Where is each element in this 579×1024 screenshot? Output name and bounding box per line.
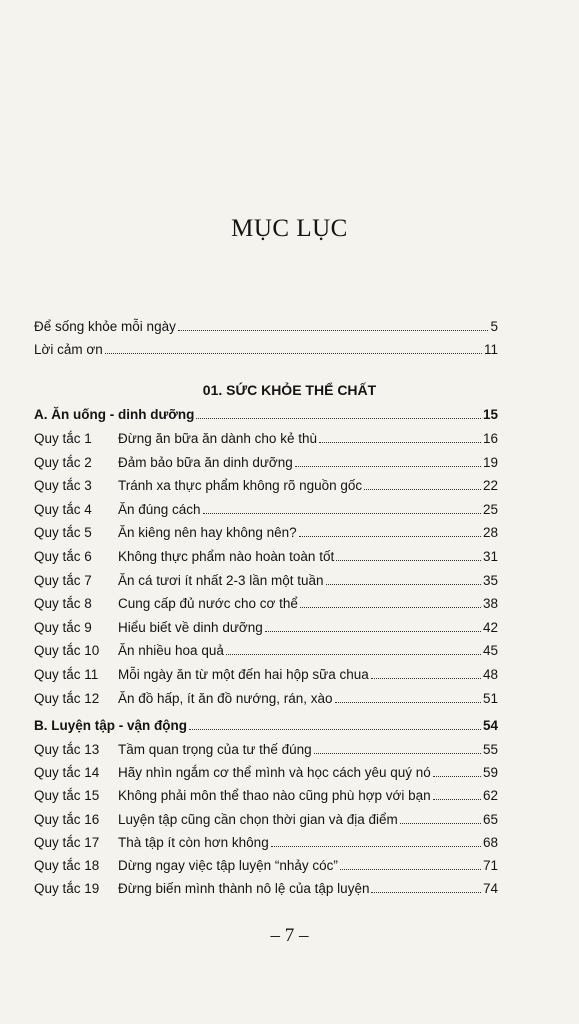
rule-title: Ăn đúng cách [118, 501, 201, 517]
category-page: 54 [482, 718, 498, 733]
rule-title: Mỗi ngày ăn từ một đến hai hộp sữa chua [118, 667, 369, 682]
rule-number: Quy tắc 7 [34, 572, 92, 588]
toc-entry-front-1 [34, 318, 498, 338]
toc-rule-row [34, 880, 498, 900]
dot-leader [265, 619, 481, 632]
dot-leader [271, 834, 481, 847]
rule-page: 65 [482, 811, 498, 827]
dot-leader [433, 764, 481, 777]
dot-leader [299, 524, 481, 537]
rule-number: Quy tắc 18 [34, 858, 100, 873]
rule-title: Ăn nhiều hoa quả [118, 643, 224, 659]
toc-rule-row [34, 787, 498, 807]
rule-number: Quy tắc 4 [34, 501, 92, 517]
rule-page: 35 [482, 572, 498, 588]
rule-title: Luyện tập cũng cần chọn thời gian và địa điểm [118, 811, 398, 827]
rule-title: Ăn cá tươi ít nhất 2-3 lần một tuần [118, 572, 324, 588]
rule-page: 48 [482, 667, 498, 682]
rule-number: Quy tắc 9 [34, 619, 92, 635]
rule-number: Quy tắc 8 [34, 596, 92, 612]
dot-leader [340, 857, 481, 870]
dot-leader [319, 430, 481, 443]
rule-number: Quy tắc 11 [34, 667, 99, 682]
page-title: MỤC LỤC [231, 215, 348, 242]
rule-page: 45 [482, 643, 498, 659]
category-a-heading [34, 406, 498, 426]
rule-title: Thà tập ít còn hơn không [118, 834, 269, 850]
rule-title: Hãy nhìn ngắm cơ thể mình và học cách yêu quý nó [118, 765, 431, 781]
rule-number: Quy tắc 10 [34, 643, 100, 659]
dot-leader [295, 454, 481, 467]
dot-leader [203, 501, 481, 514]
rule-title: Đảm bảo bữa ăn dinh dưỡng [118, 454, 293, 470]
rule-number: Quy tắc 6 [34, 549, 92, 564]
rule-number: Quy tắc 14 [34, 765, 100, 781]
rule-number: Quy tắc 17 [34, 834, 100, 850]
dot-leader [371, 880, 481, 893]
dot-leader [335, 690, 481, 703]
category-label: A. Ăn uống - dinh dưỡng [34, 407, 195, 422]
toc-rule-row [34, 811, 498, 831]
dot-leader [326, 572, 481, 585]
dot-leader [400, 811, 481, 824]
toc-entry-label: Để sống khỏe mỗi ngày [34, 319, 176, 334]
rule-title: Không thực phẩm nào hoàn toàn tốt [118, 549, 335, 564]
rule-title: Đừng biến mình thành nô lệ của tập luyện [118, 881, 370, 897]
rule-title: Không phải môn thể thao nào cũng phù hợp với bạn [118, 788, 431, 804]
rule-page: 19 [482, 454, 498, 470]
dot-leader [196, 406, 481, 419]
category-page: 15 [482, 407, 498, 422]
toc-rule-row [34, 477, 498, 497]
dot-leader [300, 595, 481, 608]
rule-page: 22 [482, 478, 498, 494]
rule-page: 74 [482, 881, 498, 897]
rule-number: Quy tắc 15 [34, 788, 100, 804]
toc-rule-row [34, 764, 498, 784]
rule-page: 55 [482, 742, 498, 757]
rule-number: Quy tắc 2 [34, 454, 92, 470]
toc-rule-row [34, 572, 498, 592]
rule-page: 31 [482, 549, 498, 564]
rule-number: Quy tắc 19 [34, 881, 100, 897]
section-heading: 01. SỨC KHỎE THỂ CHẤT [202, 382, 377, 398]
rule-page: 59 [482, 765, 498, 781]
toc-entry-label: Lời cảm ơn [34, 342, 103, 357]
rule-number: Quy tắc 1 [34, 431, 92, 446]
toc-rule-row [34, 834, 498, 854]
page-number: – 7 – [270, 925, 309, 946]
rule-number: Quy tắc 16 [34, 811, 100, 827]
rule-title: Dừng ngay việc tập luyện “nhảy cóc” [118, 858, 338, 873]
toc-rule-row [34, 619, 498, 639]
rule-number: Quy tắc 13 [34, 742, 100, 757]
toc-rule-row [34, 642, 498, 662]
rule-title: Ăn đồ hấp, ít ăn đồ nướng, rán, xào [118, 690, 333, 706]
toc-rule-row [34, 690, 498, 710]
rule-page: 71 [482, 858, 498, 873]
toc-entry-page: 11 [483, 342, 498, 357]
rule-title: Cung cấp đủ nước cho cơ thể [118, 596, 298, 612]
rule-title: Đừng ăn bữa ăn dành cho kẻ thù [118, 431, 317, 446]
toc-rule-row [34, 454, 498, 474]
rule-page: 25 [482, 501, 498, 517]
dot-leader [314, 741, 481, 754]
dot-leader [371, 666, 481, 679]
rule-page: 16 [482, 431, 498, 446]
rule-page: 38 [482, 596, 498, 612]
toc-rule-row [34, 548, 498, 568]
rule-number: Quy tắc 3 [34, 478, 92, 494]
toc-rule-row [34, 666, 498, 686]
toc-rule-row [34, 501, 498, 521]
rule-number: Quy tắc 12 [34, 690, 100, 706]
toc-entry-page: 5 [490, 319, 498, 334]
rule-page: 51 [482, 690, 498, 706]
rule-title: Tầm quan trọng của tư thế đúng [118, 742, 312, 757]
rule-page: 62 [482, 788, 498, 804]
rule-page: 68 [482, 834, 498, 850]
dot-leader [364, 477, 481, 490]
dot-leader [178, 318, 489, 331]
toc-rule-row [34, 430, 498, 450]
dot-leader [226, 642, 481, 655]
rule-number: Quy tắc 5 [34, 525, 92, 541]
dot-leader [336, 548, 481, 561]
dot-leader [433, 787, 481, 800]
category-b-heading [34, 717, 498, 737]
rule-page: 42 [482, 619, 498, 635]
toc-rule-row [34, 595, 498, 615]
rule-page: 28 [482, 525, 498, 541]
rule-title: Tránh xa thực phẩm không rõ nguồn gốc [118, 478, 363, 494]
dot-leader [105, 341, 482, 354]
category-label: B. Luyện tập - vận động [34, 718, 188, 733]
dot-leader [189, 717, 481, 730]
toc-rule-row [34, 857, 498, 877]
rule-title: Hiểu biết về dinh dưỡng [118, 619, 263, 635]
toc-rule-row [34, 741, 498, 761]
toc-entry-front-2 [34, 341, 498, 361]
toc-rule-row [34, 524, 498, 544]
rule-title: Ăn kiêng nên hay không nên? [118, 525, 297, 541]
